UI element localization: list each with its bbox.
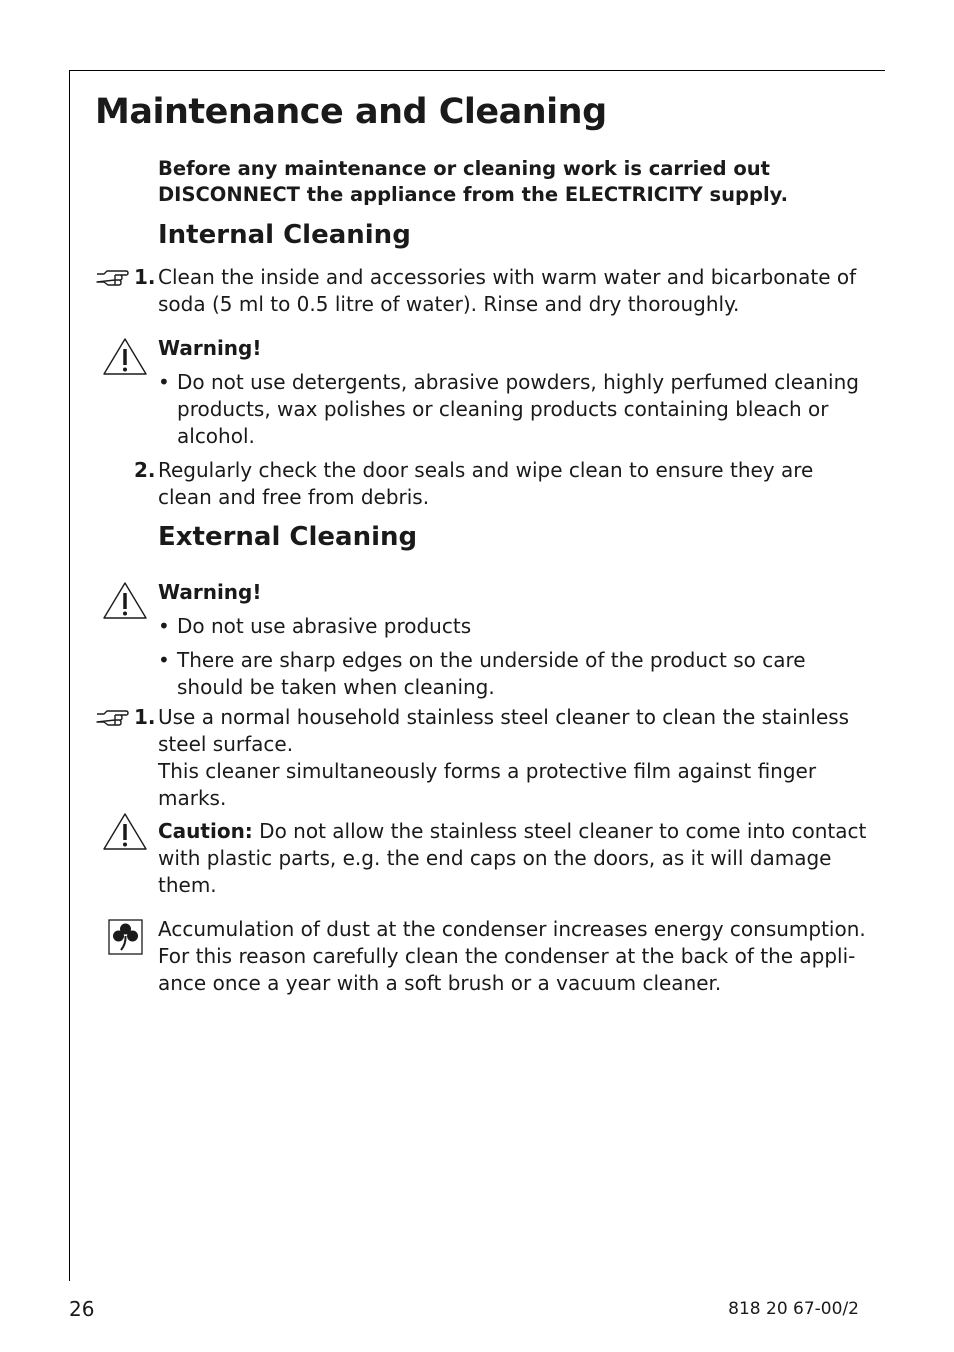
internal-step-2-number: 2. (134, 458, 156, 482)
pointing-hand-icon (95, 268, 129, 288)
external-warning-label: Warning! (158, 580, 262, 604)
external-step-1-text (158, 704, 873, 812)
internal-step-1-text: Clean the inside and accessories with warm water and bicarbonate of soda (5 ml to 0.5 litre of water). Rinse and dry thoroughly. (158, 265, 857, 316)
external-step-1-number: 1. (134, 705, 156, 729)
internal-step-1-number: 1. (134, 265, 156, 289)
external-step-1-line-1: Use a normal household stainless steel cleaner to clean the stainless steel surface. (158, 705, 850, 756)
document-reference: 818 20 67-00/2 (728, 1299, 859, 1319)
external-cleaning-heading: External Cleaning (158, 522, 418, 552)
pointing-hand-icon (95, 708, 129, 728)
warning-triangle-icon (102, 581, 148, 621)
external-step-1-line-2: This cleaner simultaneously forms a protective film against finger marks. (158, 759, 817, 810)
caution-label: Caution: (158, 819, 253, 843)
caution-paragraph (158, 818, 878, 899)
internal-cleaning-heading: Internal Cleaning (158, 220, 411, 250)
warning-triangle-icon (102, 812, 148, 852)
external-warning-bullet-2: There are sharp edges on the underside of the product so care should be taken when cleaning. (177, 648, 806, 699)
caution-text: Do not allow the stainless steel cleaner to come into contact with plastic parts, e.g. the end caps on the doors, as it will damage them. (158, 819, 867, 897)
external-warning-bullet-1: Do not use abrasive products (177, 614, 472, 638)
page-title: Maintenance and Cleaning (95, 92, 607, 132)
warning-triangle-icon (102, 337, 148, 377)
top-rule (69, 70, 885, 71)
bullet-dot: • (158, 370, 170, 394)
internal-warning-label: Warning! (158, 336, 262, 360)
clover-leaf-icon (108, 919, 143, 955)
internal-warning-bullet: Do not use detergents, abrasive powders, highly perfumed cleaning products, wax polishes or cleaning products containing bleach or alcohol. (177, 370, 859, 448)
left-rule (69, 70, 70, 1281)
bullet-dot: • (158, 614, 170, 638)
bullet-dot: • (158, 648, 170, 672)
page-number: 26 (69, 1297, 95, 1321)
safety-intro: Before any maintenance or cleaning work is carried out DISCONNECT the appliance from the ELECTRICITY supply. (158, 157, 788, 206)
internal-step-2-text: Regularly check the door seals and wipe clean to ensure they are clean and free from debris. (158, 458, 814, 509)
environment-tip: Accumulation of dust at the condenser increases energy consumption. For this reason carefully clean the condenser at the back of the appli-ance once a year with a soft brush or a vacuum cleaner. (158, 917, 866, 995)
